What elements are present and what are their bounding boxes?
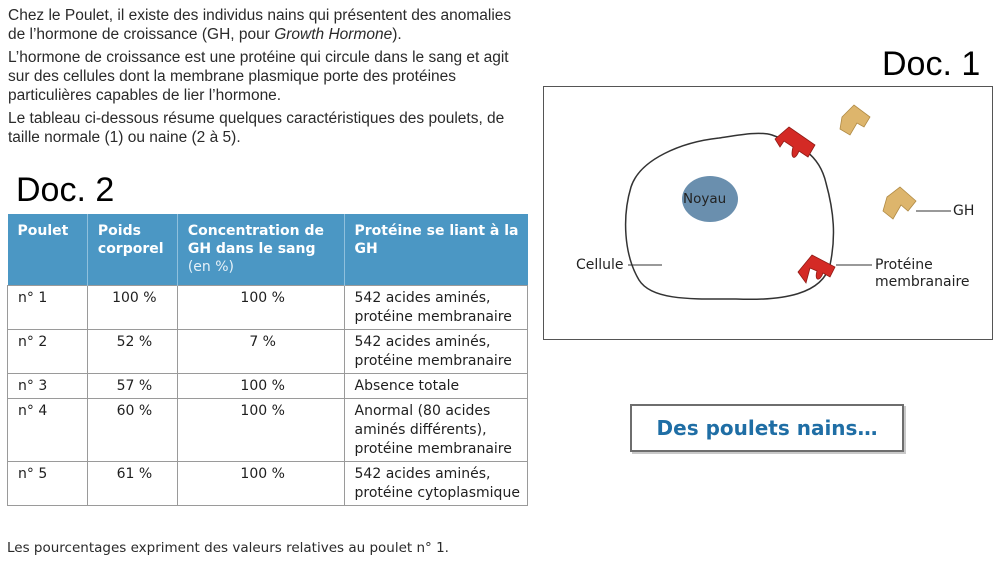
cell-poids: 61 % xyxy=(87,461,177,505)
header-concentration-unit: (en %) xyxy=(187,259,234,275)
cellule-label: Cellule xyxy=(576,257,624,273)
cell-poids: 100 % xyxy=(87,285,177,329)
cell-proteine: 542 acides aminés, protéine membranaire xyxy=(344,285,527,329)
cell-proteine: Anormal (80 acides aminés différents), protéine membranaire xyxy=(344,398,527,461)
doc2-label: Doc. 2 xyxy=(16,171,115,209)
cell-concentration: 100 % xyxy=(177,398,344,461)
hormone-right xyxy=(883,187,916,219)
cell-poulet: n° 1 xyxy=(8,285,88,329)
header-proteine: Protéine se liant à la GH xyxy=(344,214,527,285)
hormone-top xyxy=(840,105,870,135)
table-header-row xyxy=(8,214,528,285)
table-row xyxy=(8,285,528,329)
cell-poulet: n° 5 xyxy=(8,461,88,505)
table-row xyxy=(8,398,528,461)
cell-poulet: n° 2 xyxy=(8,329,88,373)
cell-diagram xyxy=(543,86,993,340)
cell-poulet: n° 4 xyxy=(8,398,88,461)
receptor-bottom xyxy=(798,255,835,283)
cell-diagram-svg xyxy=(544,87,991,338)
title-box xyxy=(630,404,904,452)
cell-concentration: 100 % xyxy=(177,461,344,505)
table-row xyxy=(8,329,528,373)
header-concentration-text: Concentration de GH dans le sang xyxy=(187,223,324,257)
cell-poids: 60 % xyxy=(87,398,177,461)
cell-concentration: 100 % xyxy=(177,373,344,398)
receptor-top xyxy=(775,127,815,157)
header-concentration xyxy=(177,214,344,285)
intro-p1-end: ). xyxy=(392,26,402,43)
header-poids: Poids corporel xyxy=(87,214,177,285)
proteine-membranaire-label: Protéine membranaire xyxy=(875,257,970,290)
table-row xyxy=(8,461,528,505)
intro-p1-text: Chez le Poulet, il existe des individus nains qui présentent des anomalies de l’hormone de croissance (GH, pour xyxy=(8,7,512,43)
cell-proteine: Absence totale xyxy=(344,373,527,398)
footnote: Les pourcentages expriment des valeurs relatives au poulet n° 1. xyxy=(7,540,449,556)
table-row xyxy=(8,373,528,398)
cell-proteine: 542 acides aminés, protéine membranaire xyxy=(344,329,527,373)
noyau-label: Noyau xyxy=(683,191,727,207)
gh-label: GH xyxy=(953,203,975,219)
cell-poids: 57 % xyxy=(87,373,177,398)
chicken-table xyxy=(7,214,528,506)
title-text: Des poulets nains… xyxy=(656,416,878,440)
cell-poulet: n° 3 xyxy=(8,373,88,398)
doc1-label: Doc. 1 xyxy=(882,45,981,83)
cell-proteine: 542 acides aminés, protéine cytoplasmique xyxy=(344,461,527,505)
intro-text xyxy=(8,6,530,151)
intro-p1-italic: Growth Hormone xyxy=(274,26,393,43)
header-poulet: Poulet xyxy=(8,214,88,285)
intro-paragraph-1 xyxy=(8,6,530,44)
intro-paragraph-2: L’hormone de croissance est une protéine qui circule dans le sang et agit sur des cellules dont la membrane plasmique porte des protéines particulières capables de lier l’hormone. xyxy=(8,49,509,104)
cell-concentration: 7 % xyxy=(177,329,344,373)
cell-concentration: 100 % xyxy=(177,285,344,329)
intro-paragraph-3: Le tableau ci-dessous résume quelques caractéristiques des poulets, de taille normale (1) ou naine (2 à 5). xyxy=(8,110,505,146)
cell-poids: 52 % xyxy=(87,329,177,373)
